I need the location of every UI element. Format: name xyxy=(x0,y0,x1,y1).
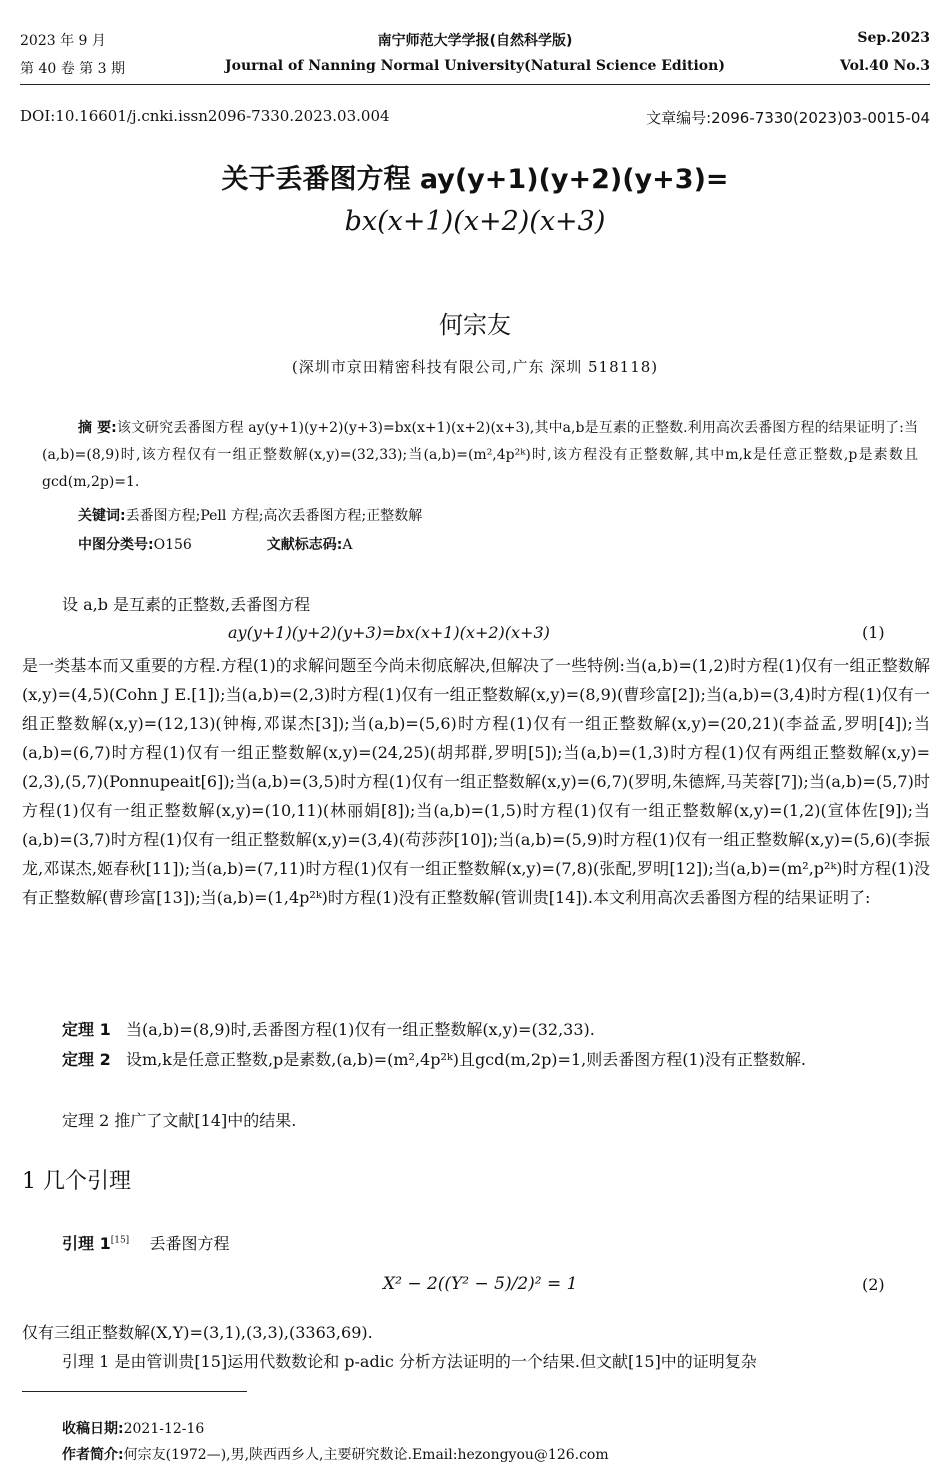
affiliation: (深圳市京田精密科技有限公司,广东 深圳 518118) xyxy=(291,358,659,376)
header-journal-en: Journal of Nanning Normal University(Natural Science Edition) xyxy=(225,58,725,74)
keywords-text: 丢番图方程;Pell 方程;高次丢番图方程;正整数解 xyxy=(125,508,423,524)
keywords xyxy=(78,505,422,525)
author-bio xyxy=(62,1444,609,1464)
doi: DOI:10.16601/j.cnki.issn2096-7330.2023.03.004 xyxy=(20,107,390,125)
equation-2-number: (2) xyxy=(862,1275,885,1294)
header-volume-cn: 第 40 卷 第 3 期 xyxy=(20,61,125,77)
classification xyxy=(78,534,352,554)
doc-code-label: 文献标志码: xyxy=(266,537,343,553)
clc-label: 中图分类号: xyxy=(78,537,154,553)
received-value: 2021-12-16 xyxy=(123,1421,205,1437)
header-date-cn: 2023 年 9 月 xyxy=(20,33,106,49)
theorem-2-label: 定理 2 xyxy=(62,1050,111,1069)
intro-text: 设 a,b 是互素的正整数,丢番图方程 xyxy=(62,595,311,614)
lemma-1-label: 引理 1 xyxy=(62,1234,111,1253)
theorem-1-label: 定理 1 xyxy=(62,1020,111,1039)
bio-label: 作者简介: xyxy=(62,1447,124,1463)
title-line-1: 关于丢番图方程 ay(y+1)(y+2)(y+3)= xyxy=(221,164,729,195)
intro-paragraph: 是一类基本而又重要的方程.方程(1)的求解问题至今尚未彻底解决,但解决了一些特例:当(a,b)=(1,2)时方程(1)仅有一组正整数解(x,y)=(4,5)(Cohn J E.[1]);当(a,b)=(2,3)时方程(1)仅有一组正整数解(x,y)=(8,9)(曹珍富[2]);当(a,b)=(3,4)时方程(1)仅有一组正整数解(x,y)=(12,13)(钟梅,邓谋杰[3]);当(a,b)=(5,6)时方程(1)仅有一组正整数解(x,y)=(20,21)(李益孟,罗明[4]);当(a,b)=(6,7)时方程(1)仅有一组正整数解(x,y)=(24,25)(胡邦群,罗明[5]);当(a,b)=(1,3)时方程(1)仅有两组正整数解(x,y)=(2,3),(5,7)(Ponnupeait[6]);当(a,b)=(3,5)时方程(1)仅有一组正整数解(x,y)=(6,7)(罗明,朱德辉,马芙蓉[7]);当(a,b)=(5,7)时方程(1)仅有一组正整数解(x,y)=(10,11)(林丽娟[8]);当(a,b)=(1,5)时方程(1)仅有一组正整数解(x,y)=(1,2)(宣体佐[9]);当(a,b)=(3,7)时方程(1)仅有一组正整数解(x,y)=(3,4)(苟莎莎[10]);当(a,b)=(5,9)时方程(1)仅有一组正整数解(x,y)=(5,6)(李振龙,邓谋杰,姬春秋[11]);当(a,b)=(7,11)时方程(1)仅有一组正整数解(x,y)=(7,8)(张配,罗明[12]);当(a,b)=(m²,p²ᵏ)时方程(1)没有正整数解(曹珍富[13]);当(a,b)=(1,4p²ᵏ)时方程(1)没有正整数解(管训贵[14]).本文利用高次丢番图方程的结果证明了: xyxy=(22,656,930,907)
header-date-en: Sep.2023 xyxy=(857,30,930,46)
doc-code-value: A xyxy=(342,537,353,553)
lemma-1 xyxy=(62,1231,230,1254)
section-title: 1 几个引理 xyxy=(22,1169,131,1194)
received-label: 收稿日期: xyxy=(62,1421,124,1437)
header-rule xyxy=(20,84,930,85)
footnote-rule xyxy=(22,1391,247,1392)
bio-value: 何宗友(1972—),男,陕西西乡人,主要研究数论.Email:hezongyou@126.com xyxy=(123,1447,609,1463)
theorem-note: 定理 2 推广了文献[14]中的结果. xyxy=(62,1111,297,1130)
theorem-1 xyxy=(62,1017,595,1040)
lemma-1-ref: [15] xyxy=(110,1235,130,1246)
received-date xyxy=(62,1418,204,1438)
equation-1: ay(y+1)(y+2)(y+3)=bx(x+1)(x+2)(x+3) xyxy=(228,623,550,642)
theorem-2 xyxy=(22,1045,930,1074)
article-number: 文章编号:2096-7330(2023)03-0015-04 xyxy=(646,109,930,127)
equation-2: X² − 2((Y² − 5)/2)² = 1 xyxy=(383,1274,578,1294)
abstract xyxy=(42,415,918,496)
keywords-label: 关键词: xyxy=(78,508,126,524)
theorem-1-text: 当(a,b)=(8,9)时,丢番图方程(1)仅有一组正整数解(x,y)=(32,33). xyxy=(125,1020,595,1039)
header-journal-cn: 南宁师范大学学报(自然科学版) xyxy=(377,33,573,49)
lemma-1-result: 仅有三组正整数解(X,Y)=(3,1),(3,3),(3363,69). xyxy=(22,1323,373,1342)
header-volume-en: Vol.40 No.3 xyxy=(840,58,930,74)
abstract-text: 该文研究丢番图方程 ay(y+1)(y+2)(y+3)=bx(x+1)(x+2)(x+3),其中a,b是互素的正整数.利用高次丢番图方程的结果证明了:当(a,b)=(8,9)时,该方程仅有一组正整数解(x,y)=(32,33);当(a,b)=(m²,4p²ᵏ)时,该方程没有正整数解,其中m,k是任意正整数,p是素数且gcd(m,2p)=1. xyxy=(42,420,918,490)
equation-1-number: (1) xyxy=(862,623,885,642)
abstract-label: 摘 要: xyxy=(78,420,117,436)
clc-value: O156 xyxy=(153,537,192,553)
lemma-1-text: 丢番图方程 xyxy=(149,1234,230,1253)
lemma-1-note: 引理 1 是由管训贵[15]运用代数数论和 p-adic 分析方法证明的一个结果.但文献[15]中的证明复杂 xyxy=(62,1352,757,1371)
theorem-2-text: 设m,k是任意正整数,p是素数,(a,b)=(m²,4p²ᵏ)且gcd(m,2p)=1,则丢番图方程(1)没有正整数解. xyxy=(125,1050,806,1069)
title-line-2: bx(x+1)(x+2)(x+3) xyxy=(344,206,606,237)
author: 何宗友 xyxy=(439,311,511,339)
